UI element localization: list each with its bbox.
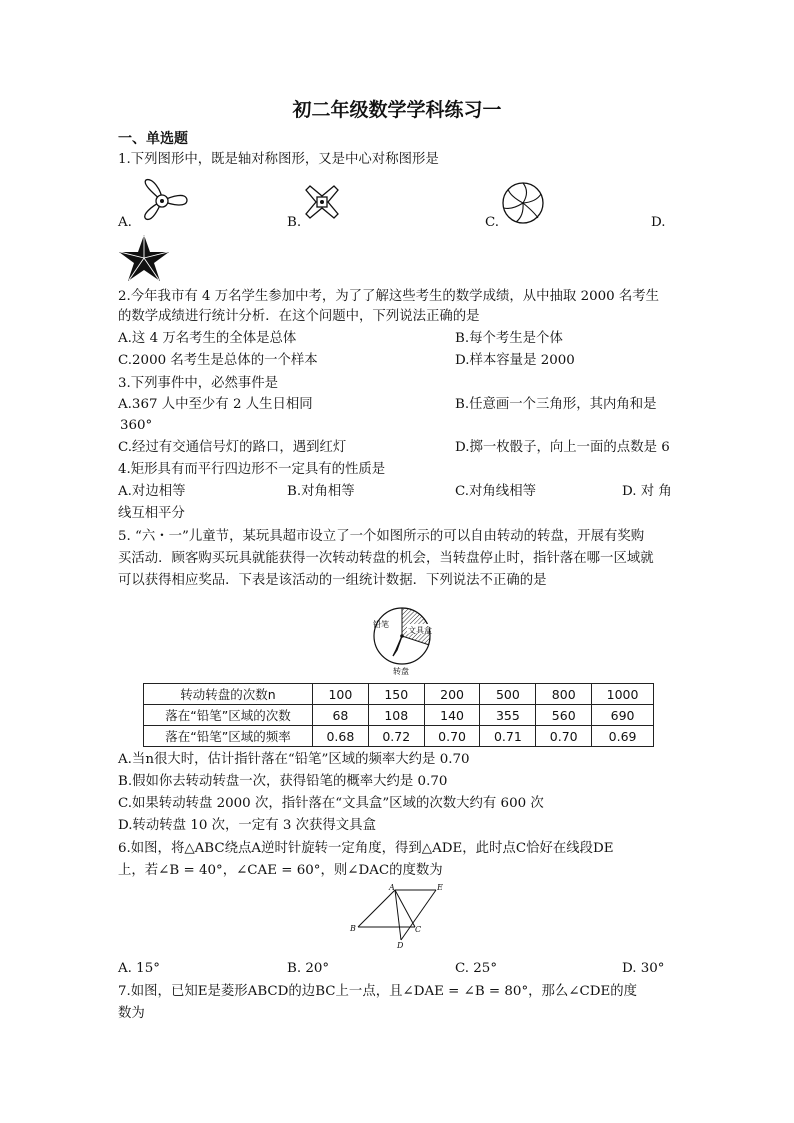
rotation-triangle-figure <box>344 882 448 950</box>
table-row <box>144 705 654 726</box>
star-figure <box>118 234 170 282</box>
point-label-c: C <box>415 925 422 934</box>
table-cell: 560 <box>536 705 592 726</box>
table-header: 落在“铅笔”区域的次数 <box>144 705 313 726</box>
table-cell: 100 <box>313 684 369 705</box>
q2-option-b: B.每个考生是个体 <box>455 331 563 346</box>
q5-option-c: C.如果转动转盘 2000 次，指针落在“文具盒”区域的次数大约有 600 次 <box>118 796 544 811</box>
stats-table <box>143 683 654 747</box>
q3-option-a: A.367 人中至少有 2 人生日相同 <box>118 397 313 412</box>
table-cell: 200 <box>424 684 480 705</box>
spinner-caption: 转盘 <box>393 667 409 676</box>
point-label-d: D <box>397 941 404 950</box>
table-cell: 108 <box>368 705 424 726</box>
point-label-b: B <box>350 924 356 933</box>
q4-option-a: A.对边相等 <box>118 484 186 499</box>
q3-option-b-cont: 360° <box>120 418 153 433</box>
q4-option-d: D. 对 角 <box>622 484 672 499</box>
cross-figure <box>302 182 342 222</box>
q5-option-b: B.假如你去转动转盘一次，获得铅笔的概率大约是 0.70 <box>118 774 448 789</box>
page-title: 初二年级数学学科练习一 <box>292 99 502 121</box>
table-cell: 1000 <box>592 684 654 705</box>
q2-option-d: D.样本容量是 2000 <box>455 353 575 368</box>
q7-stem-line2: 数为 <box>118 1006 145 1021</box>
q1-stem: 1.下列图形中，既是轴对称图形，又是中心对称图形是 <box>118 152 439 167</box>
q2-option-a: A.这 4 万名考生的全体是总体 <box>118 331 297 346</box>
q6-option-a: A. 15° <box>118 961 160 976</box>
table-cell: 0.71 <box>480 726 536 747</box>
spinner-label-pencil: 铅笔 <box>373 620 389 629</box>
table-row <box>144 726 654 747</box>
q1-option-c: C. <box>485 215 500 230</box>
q6-stem-line1: 6.如图，将△ABC绕点A逆时针旋转一定角度，得到△ADE，此时点C恰好在线段DE <box>118 841 614 856</box>
q1-option-a: A. <box>118 215 132 230</box>
spinner-figure <box>366 604 438 676</box>
q7-stem-line1: 7.如图，已知E是菱形ABCD的边BC上一点，且∠DAE = ∠B = 80°，那么∠CDE的度 <box>118 984 638 999</box>
q1-option-b: B. <box>287 215 302 230</box>
point-label-e: E <box>437 883 443 892</box>
q5-stem-line1: 5. “六・一”儿童节，某玩具超市设立了一个如图所示的可以自由转动的转盘，开展有奖购 <box>118 529 645 544</box>
pinwheel-circle-figure <box>500 180 546 226</box>
q1-option-d: D. <box>651 215 666 230</box>
q4-option-d-cont: 线互相平分 <box>118 506 185 521</box>
section-heading: 一、单选题 <box>118 131 188 147</box>
table-header: 转动转盘的次数n <box>144 684 313 705</box>
q3-option-d: D.掷一枚骰子，向上一面的点数是 6 <box>455 440 670 455</box>
table-header: 落在“铅笔”区域的频率 <box>144 726 313 747</box>
table-cell: 0.70 <box>536 726 592 747</box>
table-cell: 0.69 <box>592 726 654 747</box>
table-cell: 500 <box>480 684 536 705</box>
q6-option-d: D. 30° <box>622 961 665 976</box>
table-cell: 690 <box>592 705 654 726</box>
table-cell: 0.70 <box>424 726 480 747</box>
table-cell: 150 <box>368 684 424 705</box>
q5-stem-line3: 可以获得相应奖品．下表是该活动的一组统计数据．下列说法不正确的是 <box>118 573 547 588</box>
fan-figure <box>136 178 190 224</box>
q4-option-b: B.对角相等 <box>287 484 355 499</box>
table-cell: 0.68 <box>313 726 369 747</box>
q4-stem: 4.矩形具有而平行四边形不一定具有的性质是 <box>118 462 386 477</box>
q5-stem-line2: 买活动．顾客购买玩具就能获得一次转动转盘的机会，当转盘停止时，指针落在哪一区域就 <box>118 551 654 566</box>
q3-stem: 3.下列事件中，必然事件是 <box>118 376 279 391</box>
q5-option-a: A.当n很大时，估计指针落在“铅笔”区域的频率大约是 0.70 <box>118 752 470 767</box>
point-label-a: A <box>389 883 395 892</box>
q3-option-b: B.任意画一个三角形，其内角和是 <box>455 397 657 412</box>
table-cell: 355 <box>480 705 536 726</box>
q3-option-c: C.经过有交通信号灯的路口，遇到红灯 <box>118 440 347 455</box>
table-cell: 800 <box>536 684 592 705</box>
q2-stem-line2: 的数学成绩进行统计分析．在这个问题中，下列说法正确的是 <box>118 309 480 324</box>
q6-option-c: C. 25° <box>455 961 498 976</box>
q5-option-d: D.转动转盘 10 次，一定有 3 次获得文具盒 <box>118 818 376 833</box>
table-row <box>144 684 654 705</box>
table-cell: 140 <box>424 705 480 726</box>
table-cell: 0.72 <box>368 726 424 747</box>
q4-option-c: C.对角线相等 <box>455 484 536 499</box>
q6-option-b: B. 20° <box>287 961 330 976</box>
q2-option-c: C.2000 名考生是总体的一个样本 <box>118 353 318 368</box>
q2-stem-line1: 2.今年我市有 4 万名学生参加中考，为了了解这些考生的数学成绩，从中抽取 2000 名考生 <box>118 289 660 304</box>
table-cell: 68 <box>313 705 369 726</box>
q6-stem-line2: 上，若∠B = 40°，∠CAE = 60°，则∠DAC的度数为 <box>118 863 443 878</box>
spinner-label-box: 文具盒 <box>408 626 432 635</box>
